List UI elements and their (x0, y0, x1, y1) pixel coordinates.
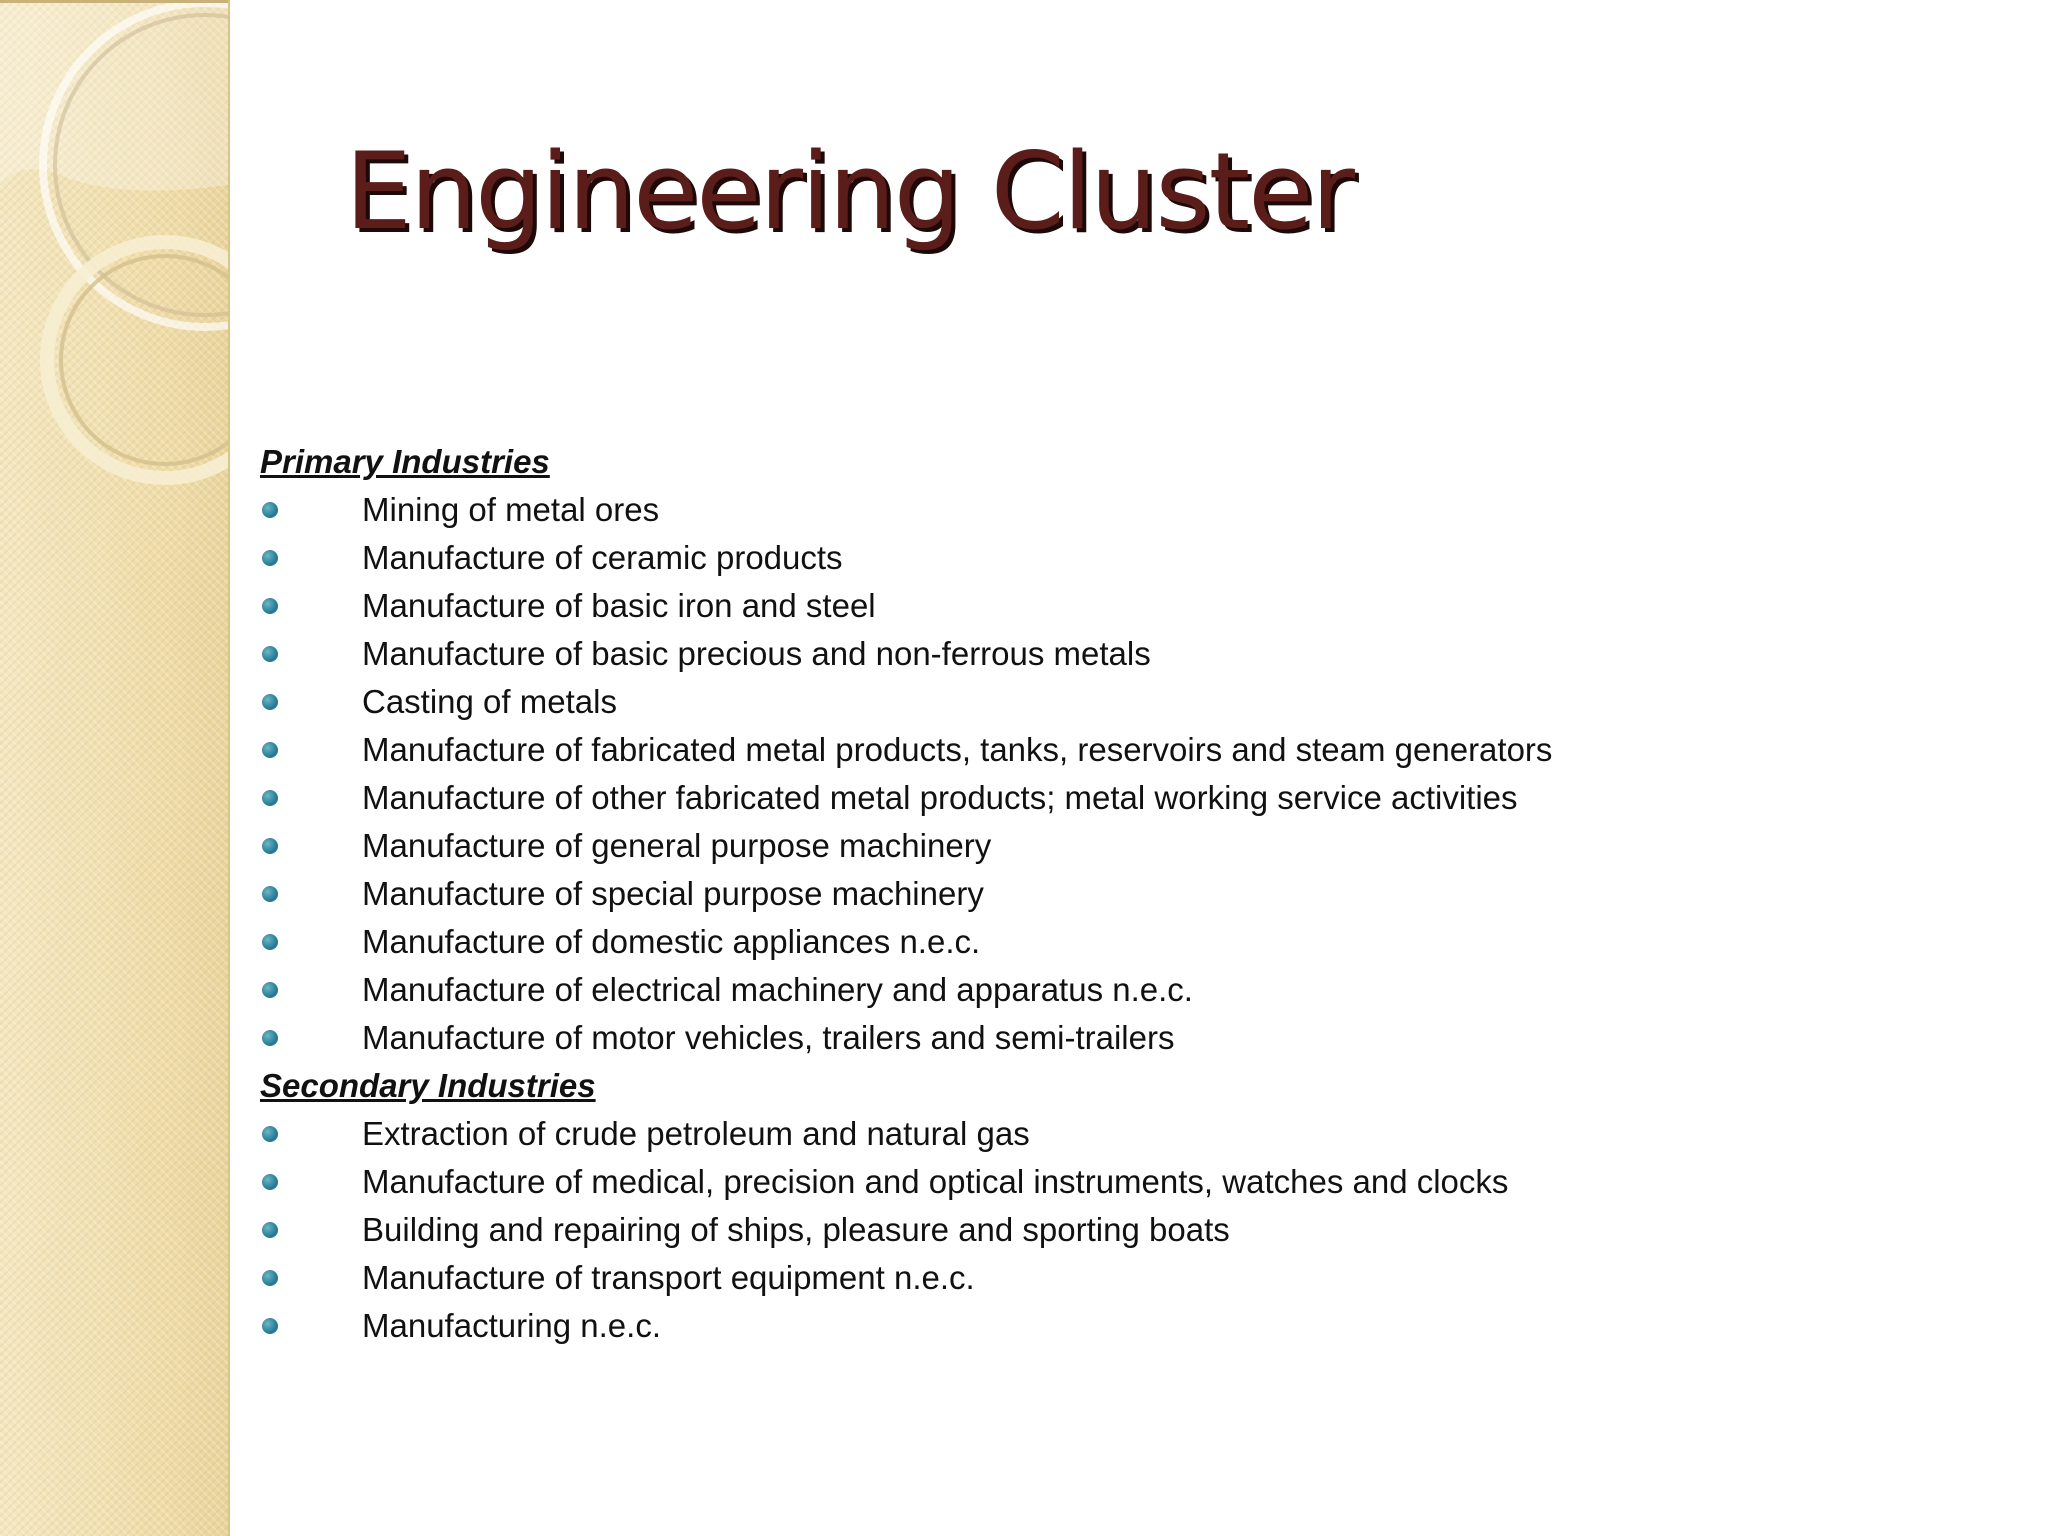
section-heading-primary: Primary Industries (260, 443, 550, 480)
list-item (260, 1302, 2000, 1350)
list-item-label: Manufacture of motor vehicles, trailers and semi-trailers (362, 1019, 1175, 1056)
list-item-label: Manufacturing n.e.c. (362, 1307, 661, 1344)
list-item (260, 1014, 2000, 1062)
list-item-label: Manufacture of basic iron and steel (362, 587, 876, 624)
list-item-label: Manufacture of electrical machinery and apparatus n.e.c. (362, 971, 1193, 1008)
list-item (260, 678, 2000, 726)
list-item-label: Manufacture of ceramic products (362, 539, 843, 576)
list-item-label: Building and repairing of ships, pleasure and sporting boats (362, 1211, 1230, 1248)
bullet-icon (262, 694, 278, 710)
list-item (260, 630, 2000, 678)
bullet-icon (262, 646, 278, 662)
secondary-industries-list (260, 1110, 2000, 1350)
list-item (260, 966, 2000, 1014)
list-item (260, 774, 2000, 822)
list-item-label: Manufacture of special purpose machinery (362, 875, 984, 912)
bullet-icon (262, 1222, 278, 1238)
decorative-rings-graphic (0, 0, 228, 520)
list-item (260, 870, 2000, 918)
list-item (260, 1158, 2000, 1206)
bullet-icon (262, 1270, 278, 1286)
list-item-label: Extraction of crude petroleum and natural gas (362, 1115, 1030, 1152)
bullet-icon (262, 502, 278, 518)
list-item-label: Manufacture of medical, precision and optical instruments, watches and clocks (362, 1163, 1509, 1200)
list-item (260, 582, 2000, 630)
list-item (260, 726, 2000, 774)
bullet-icon (262, 1318, 278, 1334)
slide-title: Engineering Cluster (345, 130, 1353, 253)
list-item-label: Manufacture of other fabricated metal products; metal working service activities (362, 779, 1518, 816)
list-item (260, 486, 2000, 534)
list-item (260, 1254, 2000, 1302)
bullet-icon (262, 598, 278, 614)
bullet-icon (262, 838, 278, 854)
slide-content (260, 438, 2000, 1350)
bullet-icon (262, 742, 278, 758)
bullet-icon (262, 886, 278, 902)
list-item (260, 1206, 2000, 1254)
primary-industries-list (260, 486, 2000, 1062)
list-item-label: Casting of metals (362, 683, 617, 720)
list-item-label: Manufacture of transport equipment n.e.c. (362, 1259, 975, 1296)
list-item-label: Manufacture of domestic appliances n.e.c. (362, 923, 981, 960)
bullet-icon (262, 550, 278, 566)
list-item (260, 822, 2000, 870)
list-item-label: Mining of metal ores (362, 491, 660, 528)
list-item (260, 534, 2000, 582)
list-item (260, 1110, 2000, 1158)
bullet-icon (262, 1126, 278, 1142)
bullet-icon (262, 1030, 278, 1046)
small-ring-shape (47, 242, 228, 478)
list-item-label: Manufacture of fabricated metal products, tanks, reservoirs and steam generators (362, 731, 1553, 768)
list-item-label: Manufacture of general purpose machinery (362, 827, 992, 864)
bullet-icon (262, 790, 278, 806)
bullet-icon (262, 934, 278, 950)
bullet-icon (262, 1174, 278, 1190)
decorative-side-band (0, 0, 230, 1536)
section-heading-secondary: Secondary Industries (260, 1067, 596, 1104)
list-item (260, 918, 2000, 966)
bullet-icon (262, 982, 278, 998)
list-item-label: Manufacture of basic precious and non-ferrous metals (362, 635, 1151, 672)
